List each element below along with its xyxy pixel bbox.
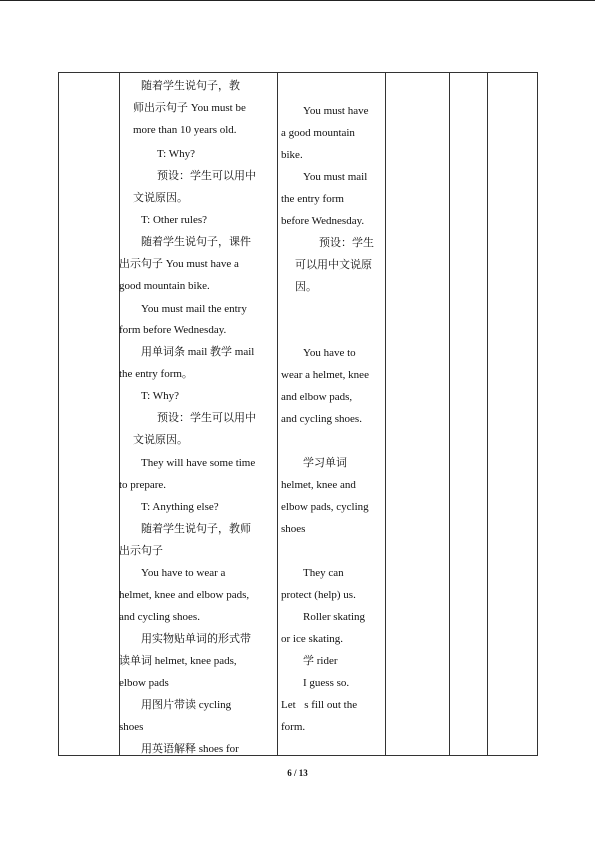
text-line: good mountain bike. [119, 280, 210, 292]
text-line: You have to [303, 347, 356, 359]
text-line: helmet, knee and elbow pads, [119, 589, 250, 601]
text-line: 因。 [295, 281, 317, 293]
text-line: 师出示句子 You must be [133, 102, 246, 114]
text-line: They will have some time [141, 457, 256, 469]
column-divider [487, 73, 488, 755]
text-line: 出示句子 [119, 545, 163, 557]
page-number: 6 / 13 [287, 768, 308, 778]
text-line: protect (help) us. [281, 589, 356, 601]
text-line: helmet, knee and [281, 479, 356, 491]
text-line: 预设：学生可以用中 [157, 170, 256, 182]
text-line: the entry form [281, 193, 344, 205]
text-line: T: Why? [157, 148, 196, 160]
text-line: more than 10 years old. [133, 124, 237, 136]
header-rule [0, 0, 595, 1]
text-line: 文说原因。 [133, 192, 188, 204]
text-line: or ice skating. [281, 633, 344, 645]
text-line: 预设：学生 [319, 237, 374, 249]
text-line: 随着学生说句子，教师 [141, 523, 251, 535]
text-line: 读单词 helmet, knee pads, [119, 655, 237, 667]
column-divider [385, 73, 386, 755]
text-line: shoes [281, 523, 306, 535]
lesson-table [58, 72, 538, 756]
text-line: 用英语解释 shoes for [141, 743, 239, 755]
text-line: to prepare. [119, 479, 167, 491]
text-line: bike. [281, 149, 303, 161]
text-line: 用实物贴单词的形式带 [141, 633, 251, 645]
text-line: 学 rider [303, 655, 338, 667]
column-divider [449, 73, 450, 755]
text-line: T: Why? [141, 390, 180, 402]
text-line: elbow pads, cycling [281, 501, 369, 513]
text-line: 预设：学生可以用中 [157, 412, 256, 424]
text-line: 随着学生说句子，教 [141, 80, 240, 92]
text-line: Let s fill out the [281, 699, 358, 711]
text-line: and elbow pads, [281, 391, 353, 403]
text-line: I guess so. [303, 677, 350, 689]
student-activity-cell [281, 73, 385, 755]
text-line: You have to wear a [141, 567, 226, 579]
text-line: You must have [303, 105, 369, 117]
column-divider [277, 73, 278, 755]
text-line: a good mountain [281, 127, 355, 139]
text-line: form. [281, 721, 306, 733]
text-line: 学习单词 [303, 457, 347, 469]
text-line: before Wednesday. [281, 215, 365, 227]
text-line: 用单词条 mail 教学 mail [141, 346, 255, 358]
text-line: 出示句子 You must have a [119, 258, 239, 270]
text-line: wear a helmet, knee [281, 369, 369, 381]
text-line: elbow pads [119, 677, 169, 689]
text-line: 随着学生说句子，课件 [141, 236, 251, 248]
text-line: You must mail [303, 171, 368, 183]
text-line: They can [303, 567, 344, 579]
text-line: T: Other rules? [141, 214, 208, 226]
teacher-activity-cell [119, 73, 277, 755]
text-line: and cycling shoes. [281, 413, 362, 425]
text-line: and cycling shoes. [119, 611, 200, 623]
text-line: You must mail the entry [141, 303, 247, 315]
text-line: shoes [119, 721, 144, 733]
text-line: Roller skating [303, 611, 366, 623]
text-line: 用图片带读 cycling [141, 699, 232, 711]
text-line: 文说原因。 [133, 434, 188, 446]
text-line: the entry form。 [119, 368, 193, 380]
text-line: T: Anything else? [141, 501, 219, 513]
text-line: form before Wednesday. [119, 324, 227, 336]
text-line: 可以用中文说原 [295, 259, 372, 271]
